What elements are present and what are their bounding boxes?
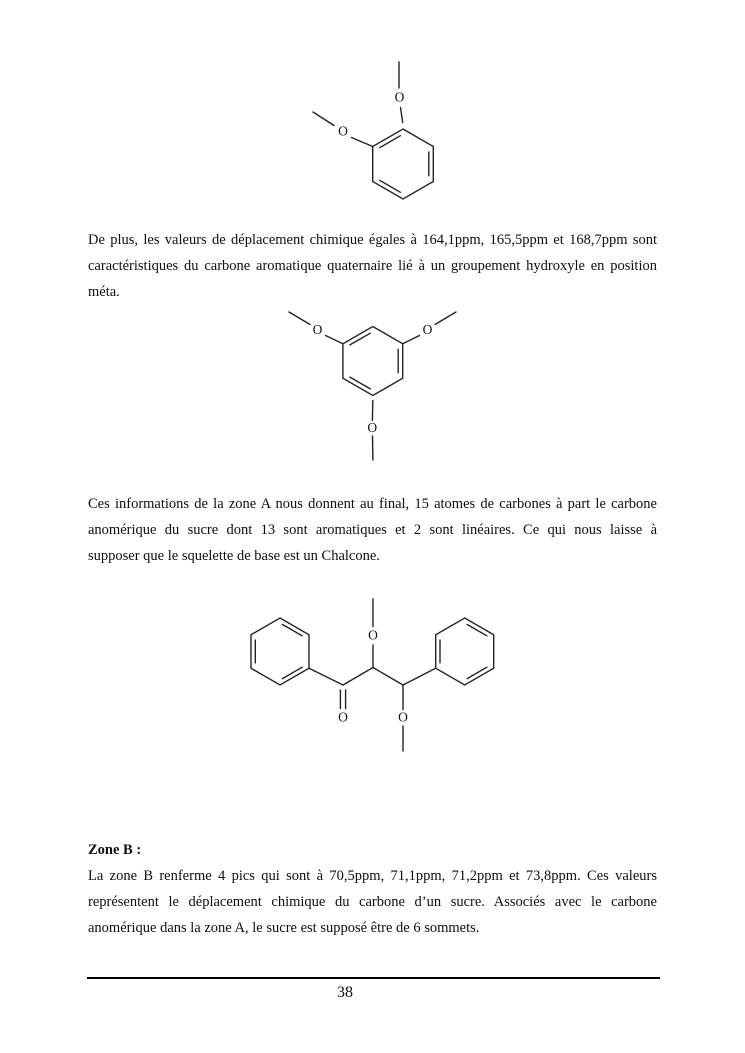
double-bond-inner <box>380 180 401 192</box>
body-paragraph-1 <box>88 227 657 305</box>
double-bond-inner <box>467 667 487 678</box>
oxygen-label: O <box>394 89 405 105</box>
text-line: anomérique du sucre dont 13 sont aromatiques et 2 sont linéaires. Ce qui nous laisse à <box>88 522 657 538</box>
text-line: méta. <box>88 284 120 300</box>
methoxy-group-left <box>313 112 373 147</box>
text-line: Ces informations de la zone A nous donnent au final, 15 atomes de carbones à part le carbone <box>88 496 657 512</box>
oxygen-label: O <box>338 709 348 725</box>
oxygen-label: O <box>367 420 378 435</box>
zone-b-heading: Zone B : <box>88 842 142 858</box>
text-line: La zone B renferme 4 pics qui sont à 70,5ppm, 71,1ppm, 71,2ppm et 73,8ppm. Ces valeurs <box>88 868 657 884</box>
molecule-structure-1 <box>285 50 460 210</box>
benzene-ring <box>373 129 434 199</box>
ring-outline <box>343 327 403 396</box>
benzene-ring <box>343 327 403 396</box>
zone-b-section <box>88 837 657 941</box>
carbonyl-group <box>338 690 348 725</box>
oxygen-label: O <box>422 322 433 337</box>
page-number: 38 <box>337 984 353 1001</box>
methyl-bond <box>435 312 456 325</box>
phenyl-ring-right <box>436 618 494 685</box>
methoxy-group-upper-right <box>403 312 456 344</box>
text-line: supposer que le squelette de base est un Chalcone. <box>88 548 380 564</box>
double-bond-inner <box>467 625 487 636</box>
body-paragraph-2 <box>88 491 657 569</box>
ring-outline <box>436 618 494 685</box>
ring-c1-bond <box>309 668 343 685</box>
methoxy-group-upper-left <box>289 312 343 344</box>
double-bond-inner <box>283 667 303 678</box>
methyl-bond <box>313 112 334 126</box>
o-ring-bond <box>401 108 403 123</box>
o-ring-bond <box>352 138 373 147</box>
methoxy-group-up <box>368 599 378 668</box>
oxygen-label: O <box>312 322 323 337</box>
methoxy-group-down <box>398 685 408 751</box>
text-line: De plus, les valeurs de déplacement chimique égales à 164,1ppm, 165,5ppm et 168,7ppm sont <box>88 232 657 248</box>
oxygen-label: O <box>338 123 348 139</box>
methyl-bond <box>289 312 310 325</box>
double-bond-inner <box>350 333 370 345</box>
methoxy-group-top <box>395 62 405 123</box>
text-line: anomérique dans la zone A, le sucre est supposé être de 6 sommets. <box>88 920 480 936</box>
c1-c2-bond <box>343 668 373 686</box>
footer-rule <box>87 977 660 979</box>
methoxy-group-bottom <box>367 401 377 461</box>
oxygen-label: O <box>368 627 378 643</box>
double-bond-inner <box>283 625 303 636</box>
molecule-structure-2 <box>265 295 480 470</box>
molecule-structure-3 <box>230 588 525 760</box>
text-line: caractéristiques du carbone aromatique quaternaire lié à un groupement hydroxyle en position <box>88 258 657 274</box>
chain-bonds <box>309 668 436 686</box>
oxygen-label: O <box>398 709 408 725</box>
double-bond-inner <box>350 377 370 389</box>
double-bond-inner <box>380 136 401 148</box>
c2-c3-bond <box>373 668 403 686</box>
text-line: représentent le déplacement chimique du carbone d’un sucre. Associés avec le carbone <box>88 894 657 910</box>
c3-ring-bond <box>403 668 436 685</box>
ring-outline <box>373 129 434 199</box>
o-ring-bond <box>403 336 420 344</box>
ring-outline <box>251 618 309 685</box>
o-ring-bond <box>326 336 343 344</box>
phenyl-ring-left <box>251 618 309 685</box>
